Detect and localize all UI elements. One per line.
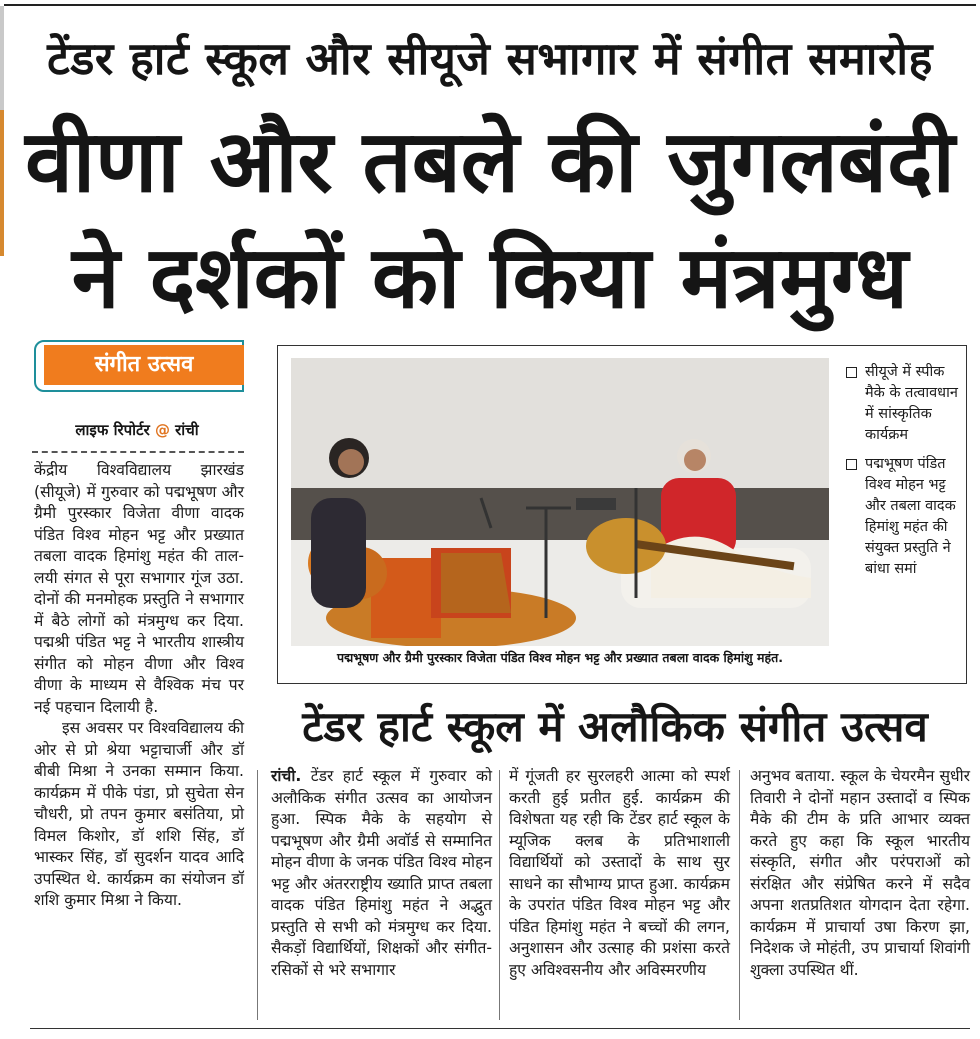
column-divider [257, 770, 258, 1020]
second-story-title: टेंडर हार्ट स्कूल में अलौकिक संगीत उत्सव [302, 702, 928, 751]
byline-reporter: लाइफ रिपोर्टर [75, 421, 150, 439]
left-column-text [34, 460, 244, 912]
byline-city: रांची [175, 421, 199, 439]
top-border [4, 4, 976, 6]
second-story-column-1 [271, 766, 492, 981]
byline [32, 420, 242, 440]
byline-at: @ [154, 421, 170, 439]
highlight-item [843, 362, 963, 446]
second-story-column-3: अनुभव बताया. स्कूल के चेयरमैन सुधीर तिवारी ने दोनों महान उस्तादों व स्पिक मैके की टीम के प्रति आभार व्यक्त करते हुए कहा कि स्कूल भारतीय संस्कृति, संगीत और परंपराओं को संरक्षित और संप्रेषित करने में सदैव अपना शतप्रतिशत योगदान देता रहेगा. कार्यक्रम में प्राचार्या उषा किरण झा, निदेशक जे मोहंती, उप प्राचार्या शिवांगी शुक्ला उपस्थित थीं. [750, 767, 970, 979]
concert-photo [291, 358, 829, 646]
highlights-box [843, 362, 963, 588]
section-tag [34, 340, 244, 390]
second-story-col1-text: टेंडर हार्ट स्कूल में गुरुवार को अलौकिक संगीत उत्सव का आयोजन हुआ. स्पिक मैके के सहयोग से पद्मभूषण और ग्रैमी अवॉर्ड से सम्मानित मोहन वीणा के जनक पंडित विश्व मोहन भट्ट और अंतरराष्ट्रीय ख्याति प्राप्त तबला वादक पंडित हिमांशु महंत ने अद्भुत प्रस्तुति से सभी को मंत्रमुग्ध कर दिया. सैकड़ों विद्यार्थियों, शिक्षकों और संगीत-रसिकों से भरे सभागार [271, 767, 492, 979]
highlight-text: सीयूजे में स्पीक मैके के तत्वावधान में सांस्कृतिक कार्यक्रम [865, 364, 958, 443]
checkbox-bullet-icon [846, 459, 857, 470]
left-paragraph-1: केंद्रीय विश्वविद्यालय झारखंड (सीयूजे) में गुरुवार को पद्मभूषण और ग्रैमी पुरस्कार विजेता वीणा वादक पंडित विश्व मोहन भट्ट और प्रख्यात तबला वादक हिमांशु महंत की ताल-लयी संगत से पूरा सभागार गूंज उठा. दोनों की मनमोहक प्रस्तुति ने सभागार में बैठे लोगों को मंत्रमुग्ध कर दिया. पद्मश्री पंडित भट्ट ने भारतीय शास्त्रीय संगीत को मोहन वीणा और विश्व वीणा के माध्यम से वैश्विक मंच पर नई पहचान दिलायी है. [34, 461, 244, 716]
column-divider [499, 770, 500, 1020]
headline-kicker: टेंडर हार्ट स्कूल और सीयूजे सभागार में संगीत समारोह [47, 32, 933, 85]
second-story-column-2: में गूंजती हर सुरलहरी आत्मा को स्पर्श करती हुई प्रतीत हुई. कार्यक्रम की विशेषता यह रही कि टेंडर हार्ट स्कूल के म्यूजिक क्लब के प्रतिभाशाली विद्यार्थियों को उस्तादों के साथ सुर साधने का सौभाग्य प्राप्त हुआ. कार्यक्रम के उपरांत पंडित विश्व मोहन भट्ट और पंडित हिमांशु महंत ने बच्चों की लगन, अनुशासन और उत्साह की प्रशंसा करते हुए अविश्वसनीय और अविस्मरणीय [509, 767, 730, 979]
section-tag-label: संगीत उत्सव [44, 345, 244, 385]
left-paragraph-2: इस अवसर पर विश्वविद्यालय की ओर से प्रो श्रेया भट्टाचार्जी और डॉ बीबी मिश्रा ने उनका सम्मान किया. कार्यक्रम में पीके पंडा, प्रो सुचेता सेन चौधरी, प्रो तपन कुमार बसंतिया, प्रो विमल किशोर, डॉ शशि सिंह, डॉ भास्कर सिंह, डॉ सुदर्शन यादव आदि उपस्थित थे. कार्यक्रम का संयोजन डॉ शशि कुमार मिश्रा ने किया. [34, 719, 244, 909]
highlight-item [843, 454, 963, 580]
headline-line-1: वीणा और तबले की जुगलबंदी [25, 112, 955, 212]
byline-divider [32, 451, 244, 453]
column-divider [739, 770, 740, 1020]
photo-caption: पद्मभूषण और ग्रैमी पुरस्कार विजेता पंडित विश्व मोहन भट्ट और प्रख्यात तबला वादक हिमांशु महंत. [291, 648, 829, 668]
highlight-text: पद्मभूषण पंडित विश्व मोहन भट्ट और तबला वादक हिमांशु महंत की संयुक्त प्रस्तुति ने बांधा समां [865, 456, 956, 577]
checkbox-bullet-icon [846, 367, 857, 378]
bottom-border [30, 1028, 970, 1029]
dateline: रांची. [271, 767, 302, 785]
headline-line-2: ने दर्शकों को किया मंत्रमुग्ध [71, 228, 909, 328]
